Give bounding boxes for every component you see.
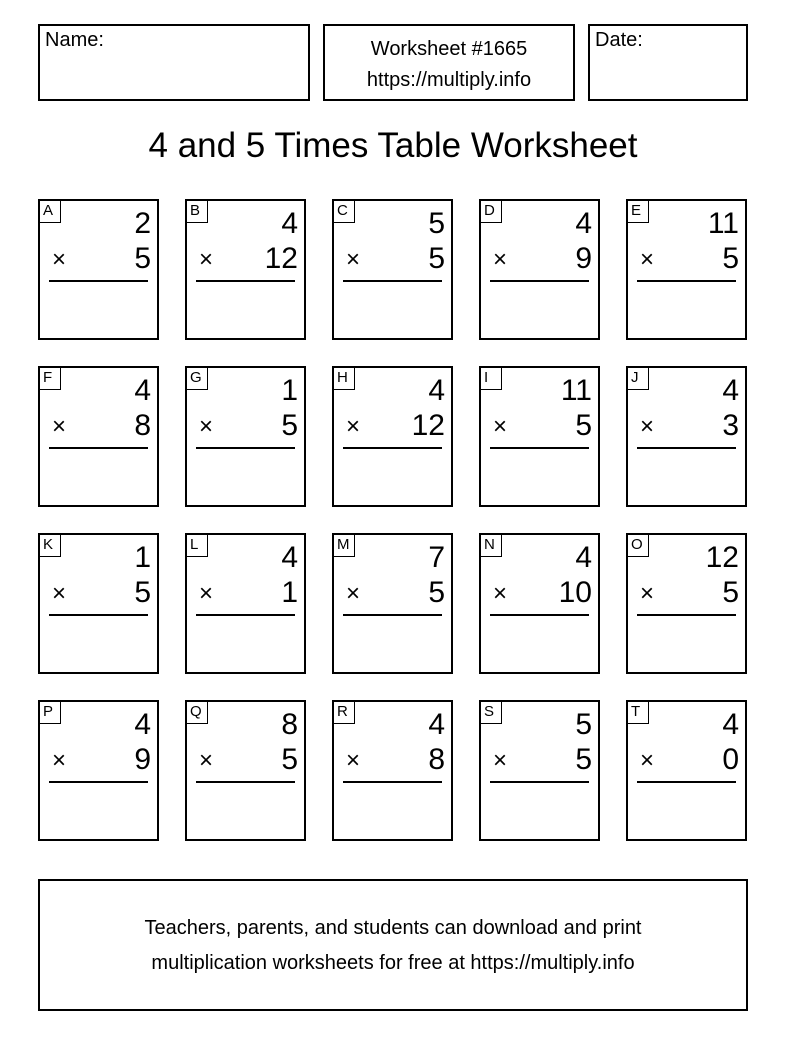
problem-bottom-number: 9	[134, 743, 151, 776]
problem-letter: M	[334, 535, 355, 557]
problem-top-number: 1	[281, 374, 298, 407]
answer-line	[196, 280, 295, 282]
answer-line	[343, 781, 442, 783]
problem-top-number: 4	[722, 708, 739, 741]
date-box	[588, 24, 748, 101]
problem-letter: F	[40, 368, 61, 390]
problem-h	[332, 366, 453, 507]
times-symbol: ×	[199, 580, 214, 607]
answer-line	[637, 280, 736, 282]
problem-letter: L	[187, 535, 208, 557]
problem-letter: E	[628, 201, 649, 223]
problem-e	[626, 199, 747, 340]
problem-a	[38, 199, 159, 340]
problem-letter: K	[40, 535, 61, 557]
problem-top-number: 4	[428, 708, 445, 741]
problem-bottom-number: 5	[722, 242, 739, 275]
problem-f	[38, 366, 159, 507]
problem-r	[332, 700, 453, 841]
problem-letter: A	[40, 201, 61, 223]
times-symbol: ×	[493, 246, 508, 273]
problem-top-number: 4	[575, 207, 592, 240]
problem-bottom-number: 5	[428, 242, 445, 275]
problem-top-number: 5	[428, 207, 445, 240]
problem-bottom-number: 5	[575, 409, 592, 442]
answer-line	[490, 447, 589, 449]
answer-line	[196, 447, 295, 449]
problem-top-number: 4	[281, 541, 298, 574]
problem-bottom-number: 8	[134, 409, 151, 442]
times-symbol: ×	[640, 580, 655, 607]
answer-line	[49, 447, 148, 449]
problem-top-number: 11	[707, 207, 739, 240]
page-title: 4 and 5 Times Table Worksheet	[148, 126, 638, 165]
problem-top-number: 4	[428, 374, 445, 407]
problem-top-number: 2	[134, 207, 151, 240]
problem-bottom-number: 12	[264, 242, 298, 275]
problem-letter: B	[187, 201, 208, 223]
worksheet-number: Worksheet #1665	[370, 38, 528, 60]
worksheet-url: https://multiply.info	[366, 69, 532, 91]
times-symbol: ×	[199, 413, 214, 440]
problem-top-number: 1	[134, 541, 151, 574]
problem-o	[626, 533, 747, 674]
problem-bottom-number: 9	[575, 242, 592, 275]
problem-letter: Q	[187, 702, 208, 724]
problem-n	[479, 533, 600, 674]
problem-letter: G	[187, 368, 208, 390]
times-symbol: ×	[346, 580, 361, 607]
problem-top-number: 11	[560, 374, 592, 407]
times-symbol: ×	[640, 413, 655, 440]
problem-top-number: 8	[281, 708, 298, 741]
problem-letter: P	[40, 702, 61, 724]
times-symbol: ×	[199, 747, 214, 774]
problem-bottom-number: 10	[558, 576, 592, 609]
problem-top-number: 4	[134, 374, 151, 407]
problem-bottom-number: 5	[575, 743, 592, 776]
problem-top-number: 4	[722, 374, 739, 407]
problem-letter: D	[481, 201, 502, 223]
problem-g	[185, 366, 306, 507]
problem-b	[185, 199, 306, 340]
answer-line	[343, 614, 442, 616]
times-symbol: ×	[346, 413, 361, 440]
times-symbol: ×	[493, 413, 508, 440]
worksheet-info-box	[323, 24, 575, 101]
times-symbol: ×	[52, 413, 67, 440]
problem-letter: T	[628, 702, 649, 724]
problem-m	[332, 533, 453, 674]
problem-k	[38, 533, 159, 674]
problem-top-number: 7	[428, 541, 445, 574]
problem-c	[332, 199, 453, 340]
problem-bottom-number: 1	[281, 576, 298, 609]
problem-p	[38, 700, 159, 841]
problem-q	[185, 700, 306, 841]
problem-letter: S	[481, 702, 502, 724]
name-box	[38, 24, 310, 101]
answer-line	[490, 280, 589, 282]
problem-letter: H	[334, 368, 355, 390]
times-symbol: ×	[346, 246, 361, 273]
footer-line-2: multiplication worksheets for free at https://multiply.info	[151, 952, 635, 974]
problem-bottom-number: 8	[428, 743, 445, 776]
answer-line	[637, 614, 736, 616]
times-symbol: ×	[346, 747, 361, 774]
problem-d	[479, 199, 600, 340]
problem-bottom-number: 5	[722, 576, 739, 609]
answer-line	[196, 781, 295, 783]
problem-bottom-number: 3	[722, 409, 739, 442]
times-symbol: ×	[52, 580, 67, 607]
times-symbol: ×	[640, 747, 655, 774]
date-label: Date:	[595, 29, 643, 51]
problem-top-number: 4	[281, 207, 298, 240]
problem-bottom-number: 5	[281, 409, 298, 442]
times-symbol: ×	[493, 747, 508, 774]
answer-line	[49, 280, 148, 282]
times-symbol: ×	[640, 246, 655, 273]
problem-s	[479, 700, 600, 841]
problem-bottom-number: 12	[411, 409, 445, 442]
answer-line	[490, 781, 589, 783]
problem-j	[626, 366, 747, 507]
problem-bottom-number: 0	[722, 743, 739, 776]
problem-bottom-number: 5	[134, 242, 151, 275]
times-symbol: ×	[52, 747, 67, 774]
problem-letter: R	[334, 702, 355, 724]
problem-bottom-number: 5	[428, 576, 445, 609]
answer-line	[343, 447, 442, 449]
times-symbol: ×	[493, 580, 508, 607]
problem-letter: N	[481, 535, 502, 557]
times-symbol: ×	[52, 246, 67, 273]
problem-bottom-number: 5	[281, 743, 298, 776]
problem-letter: I	[481, 368, 502, 390]
problem-t	[626, 700, 747, 841]
times-symbol: ×	[199, 246, 214, 273]
problem-top-number: 4	[134, 708, 151, 741]
problem-top-number: 4	[575, 541, 592, 574]
answer-line	[637, 447, 736, 449]
answer-line	[490, 614, 589, 616]
problem-top-number: 12	[705, 541, 739, 574]
answer-line	[343, 280, 442, 282]
answer-line	[196, 614, 295, 616]
problem-top-number: 5	[575, 708, 592, 741]
problem-bottom-number: 5	[134, 576, 151, 609]
footer-box	[38, 879, 748, 1011]
answer-line	[49, 614, 148, 616]
name-label: Name:	[45, 29, 104, 51]
problem-l	[185, 533, 306, 674]
answer-line	[49, 781, 148, 783]
footer-line-1: Teachers, parents, and students can download and print	[144, 917, 642, 939]
problem-letter: C	[334, 201, 355, 223]
answer-line	[637, 781, 736, 783]
problem-i	[479, 366, 600, 507]
problem-letter: O	[628, 535, 649, 557]
problem-letter: J	[628, 368, 649, 390]
